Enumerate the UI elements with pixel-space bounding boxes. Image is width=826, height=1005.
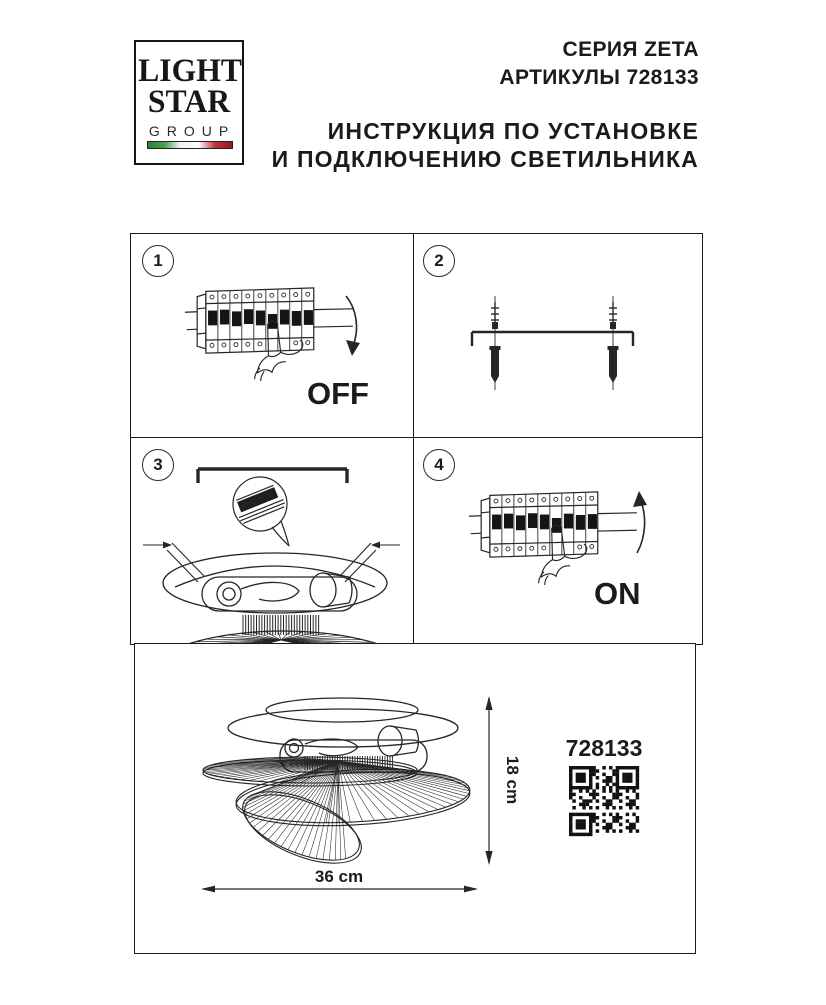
step-2-illustration (413, 234, 700, 436)
qr-code-icon (569, 766, 639, 836)
header-title-block (272, 117, 699, 173)
terminal-block-callout (233, 477, 289, 546)
title-line-2: И ПОДКЛЮЧЕНИЮ СВЕТИЛЬНИКА (271, 146, 699, 172)
product-drawing (135, 644, 695, 953)
step-1-badge: 1 (142, 245, 174, 277)
product-panel (134, 643, 696, 954)
anchor-screw-drawing (490, 296, 619, 390)
lightstar-logo (134, 40, 244, 165)
step-3-badge: 3 (142, 449, 174, 481)
logo-star: STAR (147, 83, 231, 120)
on-label: ON (594, 576, 641, 611)
step-2-badge: 2 (423, 245, 455, 277)
height-dimension-label: 18 cm (503, 755, 522, 805)
article-number: 728133 (565, 735, 643, 761)
side-screw-right-icon (340, 542, 400, 583)
circuit-breaker-drawing (469, 492, 637, 585)
logo-group: GROUP (148, 123, 236, 140)
circuit-breaker-drawing (185, 288, 353, 381)
header-series-block (499, 36, 699, 92)
width-dimension (201, 886, 478, 893)
width-dimension-label: 36 cm (314, 867, 364, 886)
series-line: СЕРИЯ ZETA (562, 38, 699, 61)
ceiling-bracket-drawing (198, 469, 347, 483)
logo-light: LIGHT (138, 53, 242, 89)
step-4-badge: 4 (423, 449, 455, 481)
title-line-1: ИНСТРУКЦИЯ ПО УСТАНОВКЕ (327, 118, 699, 144)
step-4-illustration (413, 437, 700, 643)
italian-flag-stripe-icon (147, 141, 233, 149)
articles-line: АРТИКУЛЫ 728133 (499, 66, 699, 89)
mounting-bracket-drawing (472, 296, 633, 390)
curved-arrow-up-icon (633, 491, 647, 553)
height-dimension (485, 696, 492, 865)
canopy-drawing (163, 553, 387, 613)
off-label: OFF (307, 376, 369, 411)
